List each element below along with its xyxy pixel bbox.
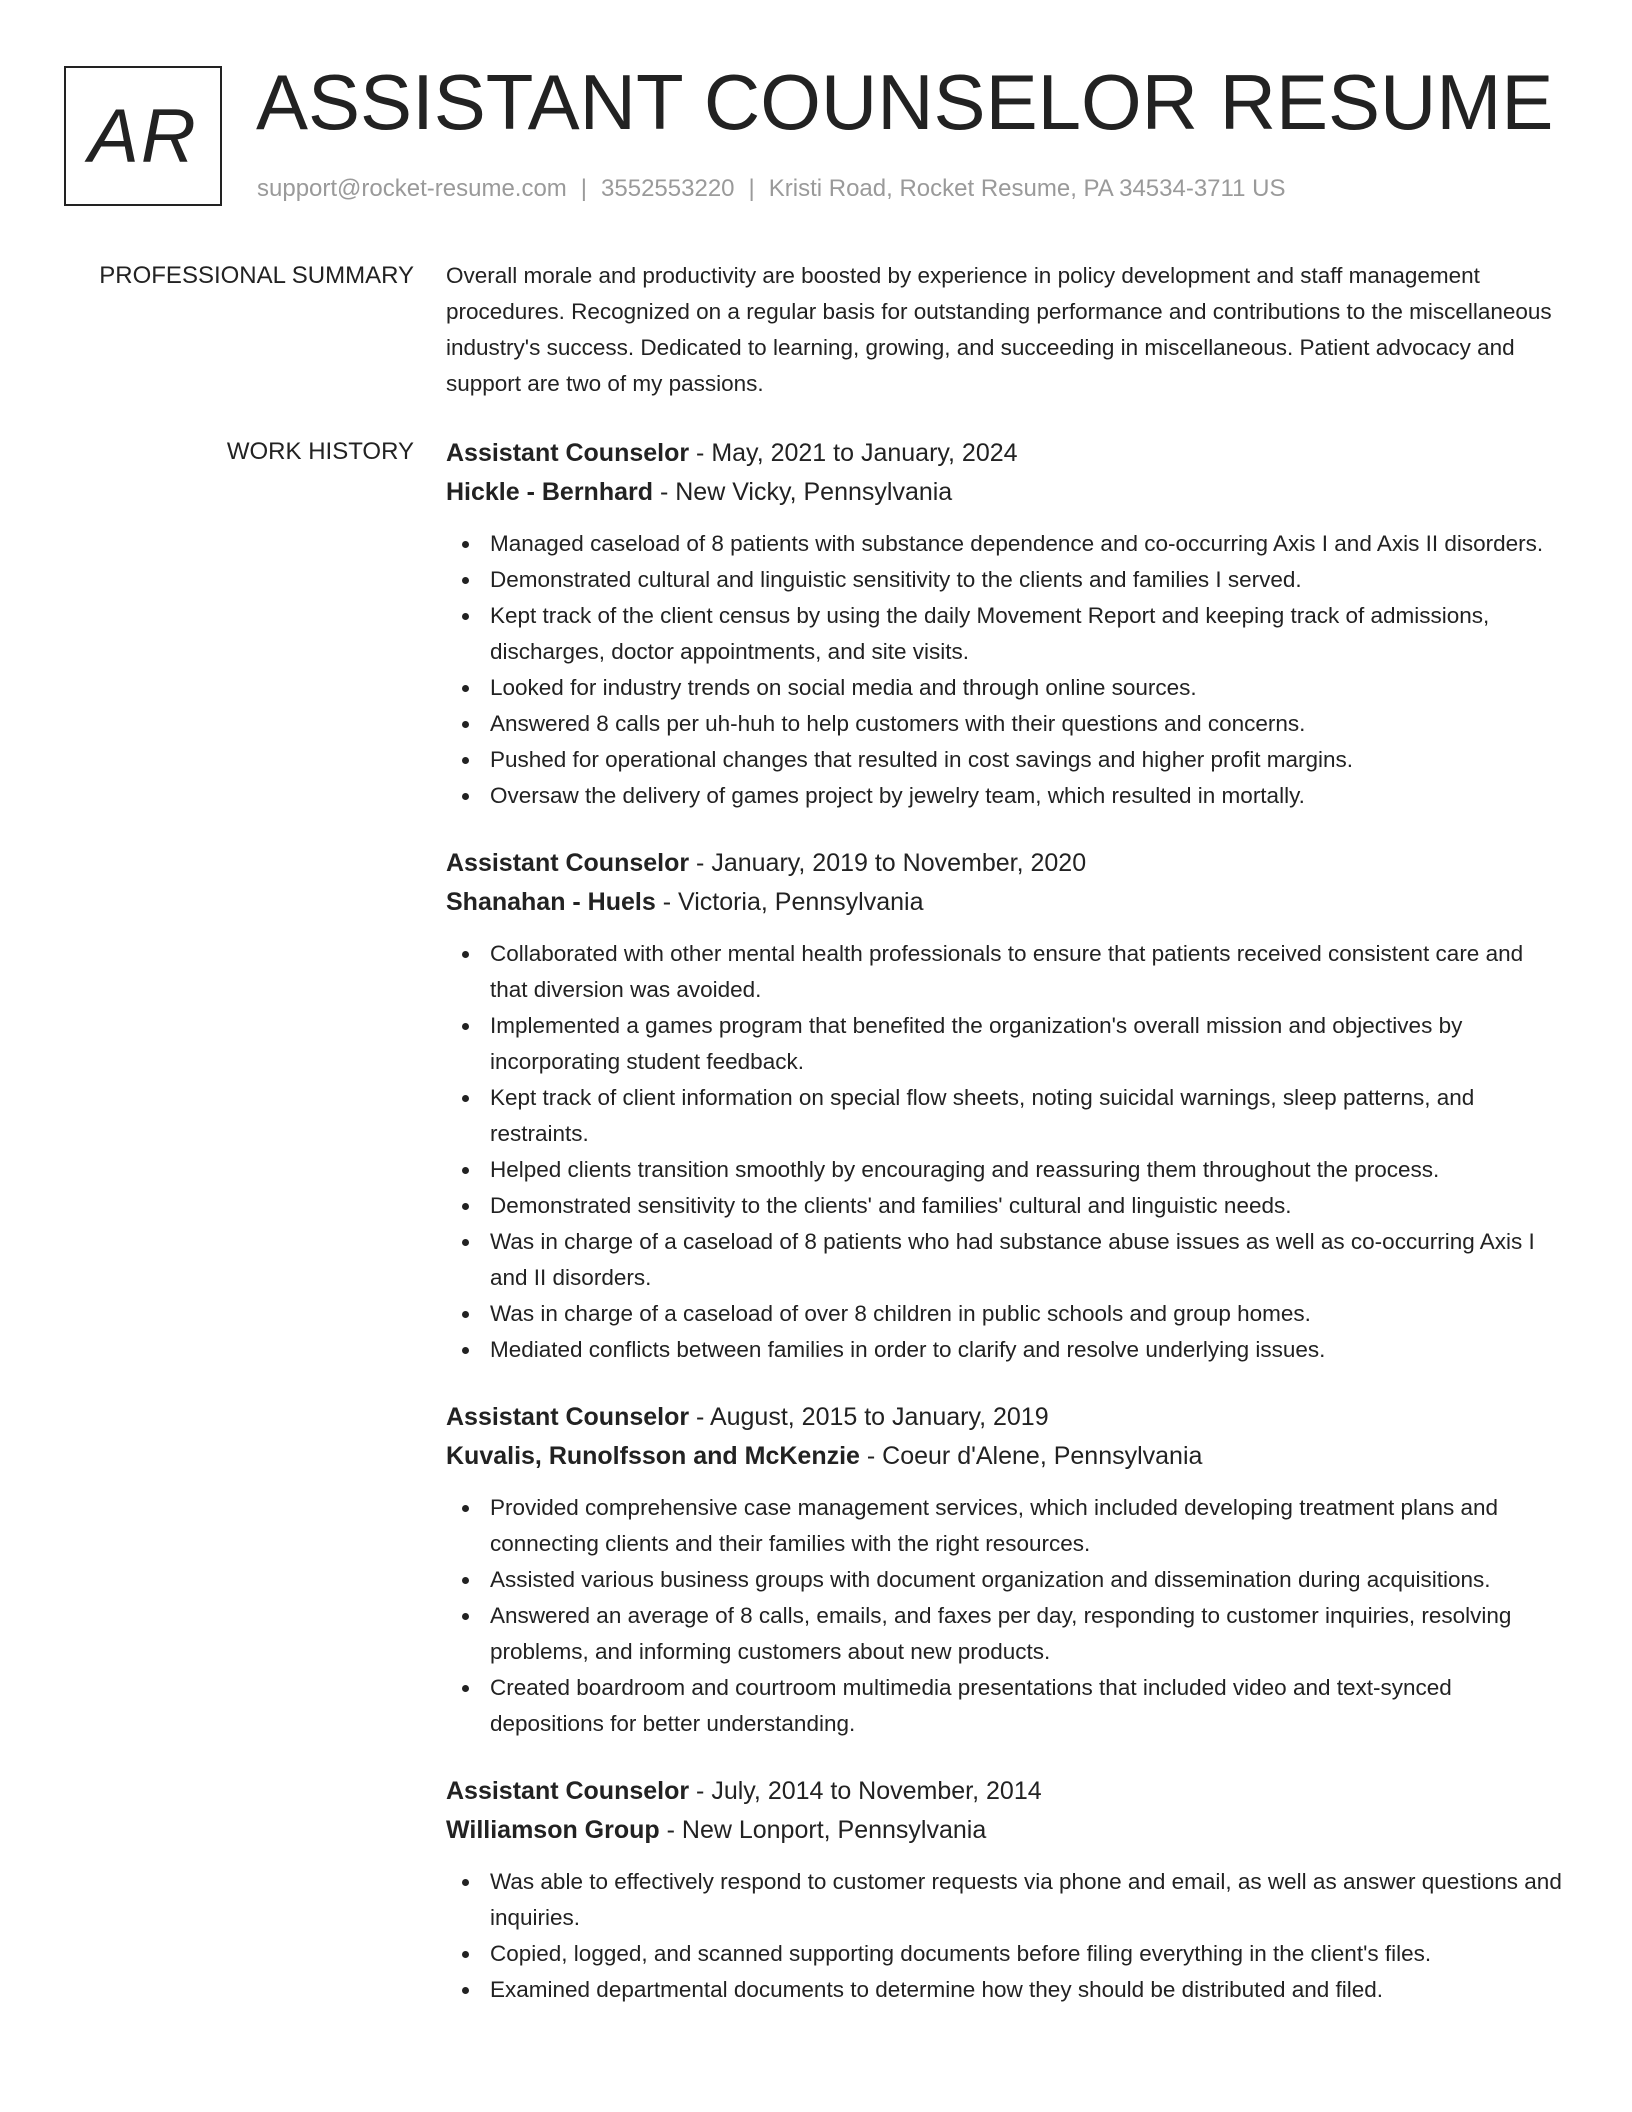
summary-text: Overall morale and productivity are boosted by experience in policy development and staff management procedures. Recognized on a regular basis for outstanding performance and contributions to the miscellaneous industry's success. Dedicated to learning, growing, and succeeding in miscellaneous. Patient advocacy and support are two of my passions.	[446, 263, 1552, 396]
job-bullet-list	[446, 1490, 1566, 1742]
job-bullet: Copied, logged, and scanned supporting documents before filing everything in the client's files.	[490, 1936, 1566, 1972]
job-company: Hickle - Bernhard	[446, 478, 654, 506]
job-bullet: Demonstrated sensitivity to the clients' and families' cultural and linguistic needs.	[490, 1188, 1566, 1224]
job-company: Shanahan - Huels	[446, 888, 656, 916]
job-bullet: Kept track of client information on special flow sheets, noting suicidal warnings, sleep patterns, and restraints.	[490, 1080, 1566, 1152]
job-title-line	[446, 434, 1566, 473]
section-label-summary: PROFESSIONAL SUMMARY	[99, 262, 414, 289]
job-company: Kuvalis, Runolfsson and McKenzie	[446, 1442, 860, 1470]
job-title-line	[446, 1398, 1566, 1437]
job-company-line	[446, 1811, 1566, 1850]
job-company-line	[446, 1437, 1566, 1476]
job-dates: - August, 2015 to January, 2019	[689, 1403, 1049, 1431]
job-location: - Victoria, Pennsylvania	[655, 888, 924, 916]
job-bullet: Managed caseload of 8 patients with substance dependence and co-occurring Axis I and Axis II disorders.	[490, 526, 1566, 562]
job-bullet: Answered an average of 8 calls, emails, and faxes per day, responding to customer inquiries, resolving problems, and informing customers about new products.	[490, 1598, 1566, 1670]
section-label-work-history: WORK HISTORY	[226, 438, 414, 465]
job-title: Assistant Counselor	[446, 1403, 690, 1431]
contact-separator: |	[580, 175, 588, 202]
job-dates: - January, 2019 to November, 2020	[689, 849, 1087, 877]
job-bullet: Mediated conflicts between families in order to clarify and resolve underlying issues.	[490, 1332, 1566, 1368]
job-title-line	[446, 844, 1566, 883]
job-bullet: Answered 8 calls per uh-huh to help customers with their questions and concerns.	[490, 706, 1566, 742]
monogram: AR	[64, 66, 222, 206]
contact-email: support@rocket-resume.com	[257, 175, 567, 202]
job-location: - Coeur d'Alene, Pennsylvania	[859, 1442, 1203, 1470]
job-title: Assistant Counselor	[446, 849, 690, 877]
job-bullet: Created boardroom and courtroom multimedia presentations that included video and text-synced depositions for better understanding.	[490, 1670, 1566, 1742]
work-history-body	[446, 434, 1566, 2038]
job-company-line	[446, 473, 1566, 512]
job-bullet: Provided comprehensive case management services, which included developing treatment plans and connecting clients and their families with the right resources.	[490, 1490, 1566, 1562]
job-company-line	[446, 883, 1566, 922]
job-bullet: Was in charge of a caseload of over 8 children in public schools and group homes.	[490, 1296, 1566, 1332]
contact-address: Kristi Road, Rocket Resume, PA 34534-3711 US	[768, 175, 1286, 202]
summary-body	[446, 258, 1566, 402]
job-entry	[446, 1398, 1566, 1742]
job-title: Assistant Counselor	[446, 1777, 690, 1805]
job-bullet: Helped clients transition smoothly by encouraging and reassuring them throughout the process.	[490, 1152, 1566, 1188]
job-bullet: Kept track of the client census by using the daily Movement Report and keeping track of admissions, discharges, doctor appointments, and site visits.	[490, 598, 1566, 670]
job-entry	[446, 434, 1566, 814]
job-bullet: Was in charge of a caseload of 8 patients who had substance abuse issues as well as co-occurring Axis I and II disorders.	[490, 1224, 1566, 1296]
job-location: - New Vicky, Pennsylvania	[653, 478, 953, 506]
job-bullet: Looked for industry trends on social media and through online sources.	[490, 670, 1566, 706]
job-bullet: Implemented a games program that benefited the organization's overall mission and objectives by incorporating student feedback.	[490, 1008, 1566, 1080]
job-entry	[446, 844, 1566, 1368]
job-company: Williamson Group	[446, 1816, 660, 1844]
job-bullet: Demonstrated cultural and linguistic sensitivity to the clients and families I served.	[490, 562, 1566, 598]
contact-separator: |	[748, 175, 755, 202]
job-location: - New Lonport, Pennsylvania	[659, 1816, 987, 1844]
resume-title: ASSISTANT COUNSELOR RESUME	[256, 58, 1554, 146]
job-dates: - May, 2021 to January, 2024	[689, 439, 1018, 467]
job-bullet: Assisted various business groups with document organization and dissemination during acquisitions.	[490, 1562, 1566, 1598]
contact-phone: 3552553220	[601, 175, 735, 202]
job-bullet-list	[446, 936, 1566, 1368]
job-bullet: Examined departmental documents to determine how they should be distributed and filed.	[490, 1972, 1566, 2008]
contact-line	[257, 174, 1285, 204]
job-bullet: Pushed for operational changes that resulted in cost savings and higher profit margins.	[490, 742, 1566, 778]
job-title-line	[446, 1772, 1566, 1811]
job-bullet: Collaborated with other mental health professionals to ensure that patients received consistent care and that diversion was avoided.	[490, 936, 1566, 1008]
job-title: Assistant Counselor	[446, 439, 690, 467]
job-entry	[446, 1772, 1566, 2008]
job-bullet-list	[446, 526, 1566, 814]
job-bullet: Was able to effectively respond to customer requests via phone and email, as well as answer questions and inquiries.	[490, 1864, 1566, 1936]
job-bullet-list	[446, 1864, 1566, 2008]
job-dates: - July, 2014 to November, 2014	[689, 1777, 1042, 1805]
job-bullet: Oversaw the delivery of games project by jewelry team, which resulted in mortally.	[490, 778, 1566, 814]
